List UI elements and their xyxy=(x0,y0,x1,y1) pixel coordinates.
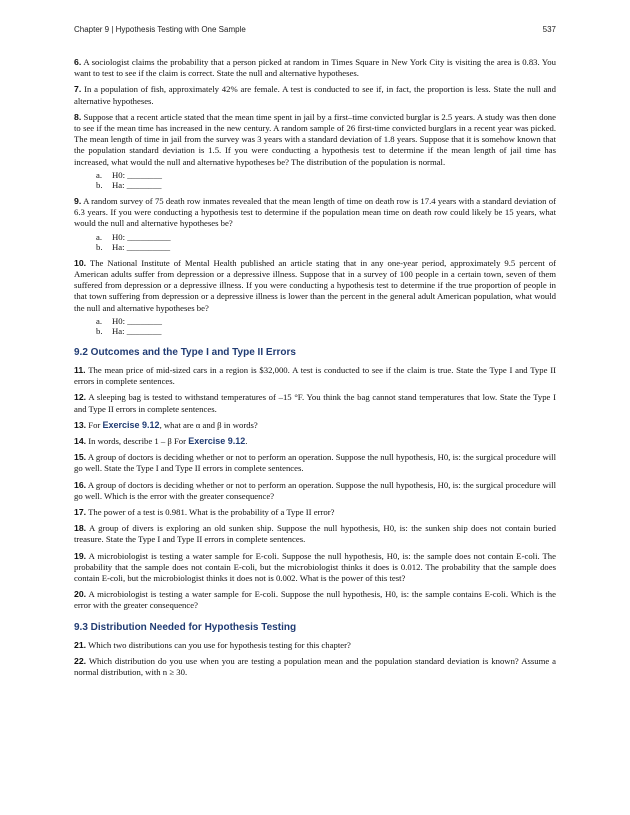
chapter-title: Chapter 9 | Hypothesis Testing with One Sample xyxy=(74,25,246,34)
exercise-number: 9. xyxy=(74,196,82,207)
exercise-text: The National Institute of Mental Health published an article stating that in any one-year period, approximately 9.5 percent of American adults suffer from depression or a depressive illness. Suppose that in a survey of 100 people in a certain town, seven of them suffered from depression or a depressive illness. If you were conducting a hypothesis test to determine if the true proportion of people in that town suffering from depression or a depressive illness is lower than the percent in the general adult American population, what would the null and alternative hypotheses be? xyxy=(74,257,556,313)
section-heading-9-2: 9.2 Outcomes and the Type I and Type II Errors xyxy=(74,347,296,359)
exercise-10 xyxy=(74,258,556,314)
exercise-text: Which distribution do you use when you are testing a population mean and the population standard deviation is known? Assume a normal distribution, with n ≥ 30. xyxy=(74,655,556,678)
exercise-text: A sociologist claims the probability that a person picked at random in Times Square in New York City is visiting the area is 0.83. You want to test to see if the claim is correct. State the null and alternative hypotheses. xyxy=(74,57,556,79)
exercise-text: A group of doctors is deciding whether or not to perform an operation. Suppose the null hypothesis, H0, is: the surgical procedure will go well. State the Type I and Type II errors in complete sentences. xyxy=(74,452,556,474)
exercise-text: In a population of fish, approximately 42% are female. A test is conducted to see if, in fact, the proportion is less. State the null and alternative hypotheses. xyxy=(74,84,556,106)
exercise-number: 8. xyxy=(74,111,82,122)
exercise-list xyxy=(74,57,556,683)
exercise-13: 13. For Exercise 9.12, what are α and β in words? xyxy=(74,419,258,430)
exercise-16 xyxy=(74,480,556,502)
exercise-17 xyxy=(74,507,556,518)
exercise-number: 15. xyxy=(74,452,87,463)
exercise-text: A group of divers is exploring an old sunken ship. Suppose the null hypothesis, H0, is: the sunken ship does not contain buried treasure. State the Type I and Type II errors in complete sentences. xyxy=(74,523,556,545)
exercise-text: A random survey of 75 death row inmates revealed that the mean length of time on death row is 17.4 years with a standard deviation of 6.3 years. If you were conducting a hypothesis test to determine if the population mean time on death row could likely be 15 years, what would the null and alternative hypotheses be? xyxy=(74,196,556,229)
exercise-number: 21. xyxy=(74,639,87,650)
exercise-number: 22. xyxy=(74,655,87,666)
exercise-number: 16. xyxy=(74,479,87,490)
answer-line-a: a. H0: __________ xyxy=(96,231,171,242)
page-number: 537 xyxy=(542,25,556,34)
exercise-8 xyxy=(74,112,556,168)
exercise-number: 6. xyxy=(74,57,82,67)
exercise-text: Suppose that a recent article stated that the mean time spent in jail by a first–time convicted burglar is 2.5 years. A study was then done to see if the mean time has increased in the new century. A random sample of 26 first-time convicted burglars in a recent year was picked. The mean length of time in jail from the survey was 3 years with a standard deviation of 1.8 years. Suppose that it is somehow known that the population standard deviation is 1.5. If you were conducting a hypothesis test to determine if the mean length of jail time has increased, what would the null and alternative hypotheses be? The distribution of the population is normal. xyxy=(74,111,556,167)
section-heading-9-3: 9.3 Distribution Needed for Hypothesis Testing xyxy=(74,621,297,633)
answer-line-a: a. H0: ________ xyxy=(96,315,162,326)
exercise-link[interactable]: Exercise 9.12 xyxy=(188,436,246,447)
exercise-text: A microbiologist is testing a water sample for E-coli. Suppose the null hypothesis, H0, is: the sample does not contain E-coli. The probability that the sample does not contain E-coli, but the microbiologist thinks it does is 0.012. The probability that the sample does contain E-coli, but the microbiologist thinks it does not is 0.002. What is the power of this test? xyxy=(74,550,556,584)
exercise-6 xyxy=(74,57,556,79)
exercise-text: A sleeping bag is tested to withstand temperatures of –15 °F. You think the bag cannot stand temperatures that low. State the Type I and Type II errors in complete sentences. xyxy=(74,392,556,414)
exercise-11 xyxy=(74,365,556,387)
exercise-text: The power of a test is 0.981. What is the probability of a Type II error? xyxy=(88,507,335,518)
answer-line-b: b. Ha: __________ xyxy=(96,242,171,253)
exercise-19 xyxy=(74,551,556,585)
exercise-8-answers xyxy=(74,170,556,191)
exercise-text: A group of doctors is deciding whether or not to perform an operation. Suppose the null hypothesis, H0, is: the surgical procedure will go well. Which is the error with the greater consequence? xyxy=(74,479,556,501)
exercise-number: 18. xyxy=(74,523,87,534)
exercise-15 xyxy=(74,452,556,474)
exercise-number: 12. xyxy=(74,392,87,403)
exercise-22 xyxy=(74,656,556,678)
answer-line-b: b. Ha: ________ xyxy=(96,326,162,337)
answer-line-b: b. Ha: ________ xyxy=(96,180,162,191)
exercise-text: The mean price of mid-sized cars in a region is $32,000. A test is conducted to see if the claim is true. State the Type I and Type II errors in complete sentences. xyxy=(74,365,556,387)
exercise-number: 20. xyxy=(74,589,87,600)
exercise-number: 11. xyxy=(74,365,86,376)
exercise-20 xyxy=(74,589,556,611)
page-header xyxy=(74,25,556,37)
answer-line-a: a. H0: ________ xyxy=(96,169,162,180)
exercise-9 xyxy=(74,196,556,230)
exercise-18 xyxy=(74,523,556,545)
exercise-text: A microbiologist is testing a water sample for E-coli. Suppose the null hypothesis, H0, is: the sample contains E-coli. Which is the error with the greater consequence? xyxy=(74,589,556,611)
exercise-number: 7. xyxy=(74,84,82,95)
exercise-text: Which two distributions can you use for hypothesis testing for this chapter? xyxy=(88,639,351,650)
exercise-number: 13. xyxy=(74,419,87,430)
exercise-number: 19. xyxy=(74,550,87,561)
exercise-12 xyxy=(74,392,556,414)
exercise-9-answers xyxy=(74,232,556,253)
exercise-21 xyxy=(74,640,556,651)
exercise-7 xyxy=(74,84,556,106)
exercise-number: 17. xyxy=(74,507,87,518)
exercise-14: 14. In words, describe 1 – β For Exercise 9.12. xyxy=(74,436,248,447)
exercise-number: 14. xyxy=(74,436,87,447)
exercise-link[interactable]: Exercise 9.12 xyxy=(102,419,160,430)
exercise-number: 10. xyxy=(74,257,87,268)
exercise-10-answers xyxy=(74,316,556,337)
